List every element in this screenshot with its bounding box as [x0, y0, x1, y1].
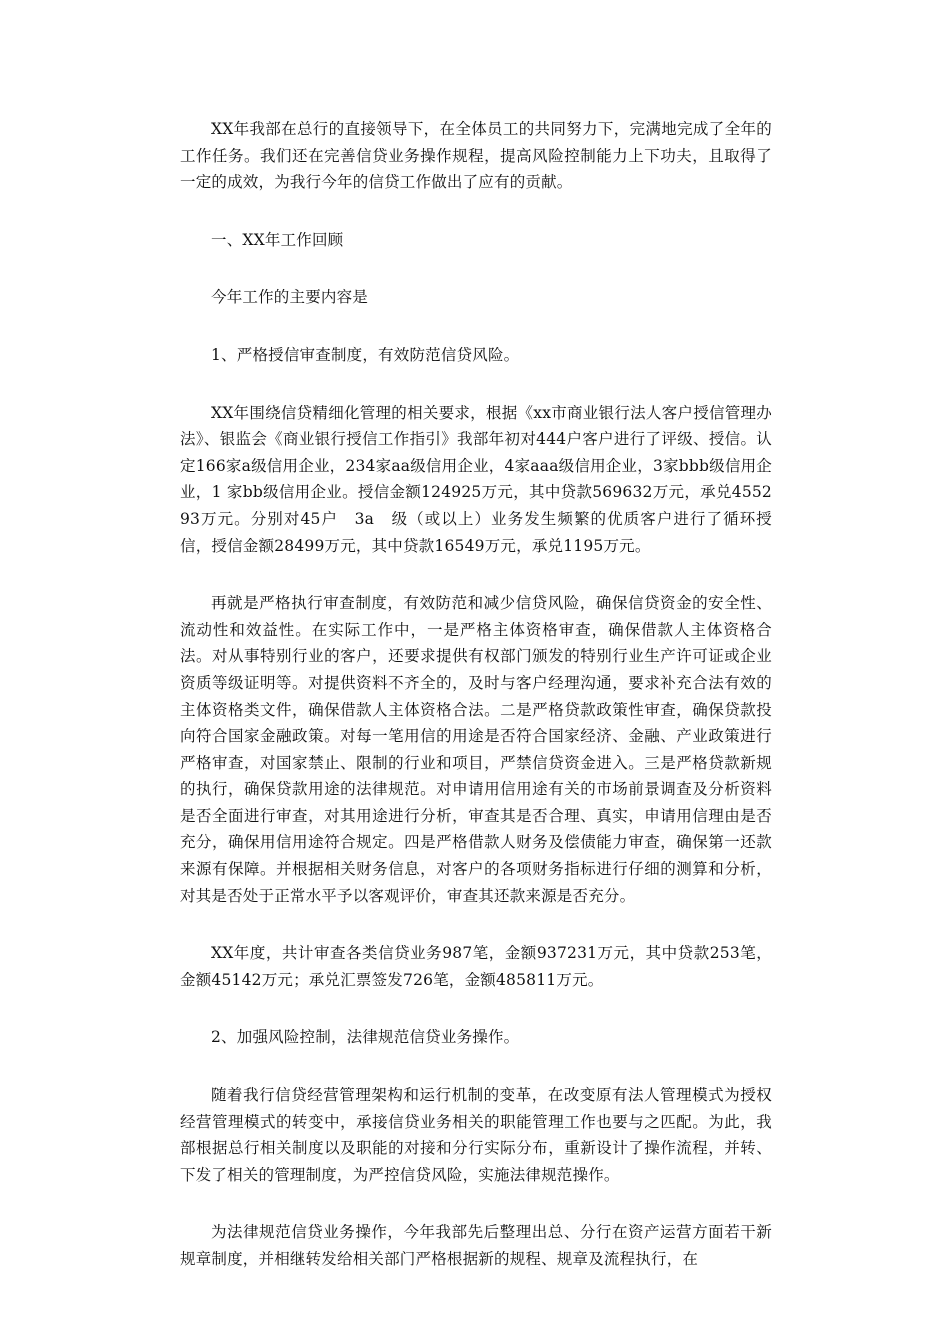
credit-rating-paragraph: XX年围绕信贷精细化管理的相关要求，根据《xx市商业银行法人客户授信管理办法》、银监会《商业银行授信工作指引》我部年初对444户客户进行了评级、授信。认定166家a级信用企业，234家aa级信用企业，4家aaa级信用企业，3家bbb级信用企业，1 家bb级信用企业。授信金额124925万元，其中贷款569632万元，承兑455293万元。分别对45户 3a 级（或以上）业务发生频繁的优质客户进行了循环授信，授信金额28499万元，其中贷款16549万元，承兑1195万元。 [180, 403, 772, 555]
intro-paragraph: XX年我部在总行的直接领导下，在全体员工的共同努力下，完满地完成了全年的工作任务。我们还在完善信贷业务操作规程，提高风险控制能力上下功夫，且取得了一定的成效，为我行今年的信贷工作做出了应有的贡献。 [180, 120, 772, 192]
regulation-paragraph: 为法律规范信贷业务操作，今年我部先后整理出总、分行在资产运营方面若干新规章制度，并相继转发给相关部门严格根据新的规程、规章及流程执行，在 [180, 1223, 772, 1268]
section-heading-review: 一、XX年工作回顾 [211, 230, 344, 249]
annual-statistics-paragraph: XX年度，共计审查各类信贷业务987笔，金额937231万元，其中贷款253笔，金额45142万元；承兑汇票签发726笔，金额485811万元。 [180, 944, 772, 989]
item-heading-risk-control: 2、加强风险控制，法律规范信贷业务操作。 [211, 1028, 520, 1047]
subheading-main-content: 今年工作的主要内容是 [211, 288, 369, 307]
document-page [180, 116, 772, 1304]
item-heading-credit-review: 1、严格授信审查制度，有效防范信贷风险。 [211, 345, 520, 364]
management-reform-paragraph: 随着我行信贷经营管理架构和运行机制的变革，在改变原有法人管理模式为授权经营管理模式的转变中，承接信贷业务相关的职能管理工作也要与之匹配。为此，我部根据总行相关制度以及职能的对接和分行实际分布，重新设计了操作流程，并转、下发了相关的管理制度，为严控信贷风险，实施法律规范操作。 [180, 1086, 772, 1184]
review-system-paragraph: 再就是严格执行审查制度，有效防范和减少信贷风险，确保信贷资金的安全性、流动性和效益性。在实际工作中，一是严格主体资格审查，确保借款人主体资格合法。对从事特别行业的客户，还要求提供有权部门颁发的特别行业生产许可证或企业资质等级证明等。对提供资料不齐全的，及时与客户经理沟通，要求补充合法有效的主体资格类文件，确保借款人主体资格合法。二是严格贷款政策性审查，确保贷款投向符合国家金融政策。对每一笔用信的用途是否符合国家经济、金融、产业政策进行严格审查，对国家禁止、限制的行业和项目，严禁信贷资金进入。三是严格贷款新规的执行，确保贷款用途的法律规范。对申请用信用途有关的市场前景调查及分析资料是否全面进行审查，对其用途进行分析，审查其是否合理、真实，申请用信理由是否充分，确保用信用途符合规定。四是严格借款人财务及偿债能力审查，确保第一还款来源有保障。并根据相关财务信息，对客户的各项财务指标进行仔细的测算和分析，对其是否处于正常水平予以客观评价，审查其还款来源是否充分。 [180, 594, 772, 905]
